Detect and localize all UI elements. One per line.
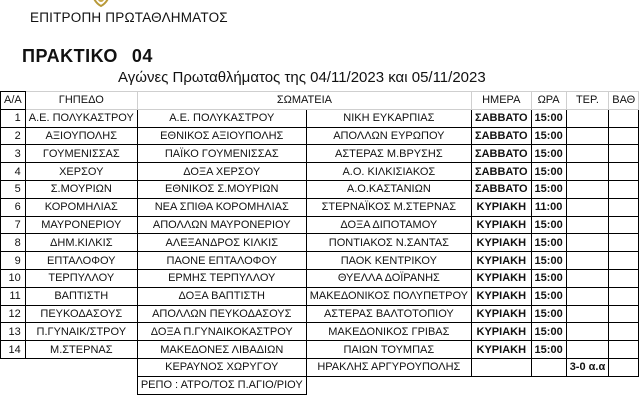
away-team-cell: ΔΟΞΑ ΔΙΠΟΤΑΜΟΥ [306,216,471,234]
stadium-cell: Μ.ΣΤΕΡΝΑΣ [25,341,137,359]
table-row [1,216,639,234]
col-day-header: ΗΜΕΡΑ [472,92,532,110]
row-number: 5 [1,180,26,198]
stadium-cell: ΤΕΡΠΥΛΛΟΥ [25,269,137,287]
vath-cell [609,341,639,359]
ter-cell [566,216,609,234]
time-cell: 15:00 [531,341,566,359]
empty-cell [531,376,566,394]
time-cell: 15:00 [531,234,566,252]
row-number: 4 [1,163,26,181]
time-cell: 15:00 [531,180,566,198]
day-cell: ΚΥΡΙΑΚΗ [472,269,532,287]
row-number: 8 [1,234,26,252]
ter-cell [566,323,609,341]
ter-cell [566,163,609,181]
table-row [1,198,639,216]
ter-cell [566,127,609,145]
away-team-cell: ΜΑΚΕΔΟΝΙΚΟΣ ΠΟΛΥΠΕΤΡΟΥ [306,287,471,305]
vath-cell [609,127,639,145]
empty-cell [25,358,137,376]
stadium-cell: Σ.ΜΟΥΡΙΩΝ [25,180,137,198]
row-number: 3 [1,145,26,163]
table-row [1,269,639,287]
vath-cell [609,287,639,305]
table-row [1,234,639,252]
stadium-cell: ΓΟΥΜΕΝΙΣΣΑΣ [25,145,137,163]
day-cell: ΣΑΒΒΑΤΟ [472,163,532,181]
col-time-header: ΩΡΑ [531,92,566,110]
time-cell: 15:00 [531,216,566,234]
empty-cell [609,358,639,376]
time-cell: 11:00 [531,198,566,216]
row-number: 10 [1,269,26,287]
away-team-cell: ΑΣΤΕΡΑΣ Μ.ΒΡΥΣΗΣ [306,145,471,163]
home-team-cell: ΝΕΑ ΣΠΙΘΑ ΚΟΡΟΜΗΛΙΑΣ [137,198,306,216]
ter-cell [566,198,609,216]
stadium-cell: ΔΗΜ.ΚΙΛΚΙΣ [25,234,137,252]
col-stadium-header: ΓΗΠΕΔΟ [25,92,137,110]
rest-row [1,376,639,394]
col-aa-header: Α/Α [1,92,26,110]
time-cell: 15:00 [531,287,566,305]
table-row [1,323,639,341]
emblem-icon [90,0,112,8]
row-number: 7 [1,216,26,234]
ter-cell [566,341,609,359]
stadium-cell: Α.Ε. ΠΟΛΥΚΑΣΤΡΟΥ [25,109,137,127]
day-cell: ΚΥΡΙΑΚΗ [472,216,532,234]
time-cell: 15:00 [531,109,566,127]
report-number: 04 [131,46,153,66]
time-cell: 15:00 [531,323,566,341]
row-number: 12 [1,305,26,323]
ter-cell [566,252,609,270]
ter-cell [566,234,609,252]
committee-title: ΕΠΙΤΡΟΠΗ ΠΡΩΤΑΘΛΗΜΑΤΟΣ [30,10,228,25]
vath-cell [609,216,639,234]
col-ter-header: ΤΕΡ. [566,92,609,110]
report-label: ΠΡΑΚΤΙΚΟ [22,46,118,66]
away-team-cell: ΑΣΤΕΡΑΣ ΒΑΛΤΟΤΟΠΙΟΥ [306,305,471,323]
home-team-cell: ΔΟΞΑ ΧΕΡΣΟΥ [137,163,306,181]
home-team-cell: ΔΟΞΑ Π.ΓΥΝΑΙΚΟΚΑΣΤΡΟΥ [137,323,306,341]
ter-cell [566,145,609,163]
day-cell: ΚΥΡΙΑΚΗ [472,305,532,323]
row-number: 9 [1,252,26,270]
report-heading [22,46,153,67]
vath-cell [609,269,639,287]
away-team-cell: ΠΑΙΩΝ ΤΟΥΜΠΑΣ [306,341,471,359]
col-vath-header: ΒΑΘ [609,92,639,110]
stadium-cell: ΠΕΥΚΟΔΑΣΟΥΣ [25,305,137,323]
vath-cell [609,109,639,127]
day-cell: ΚΥΡΙΑΚΗ [472,234,532,252]
empty-cell [531,358,566,376]
home-team-cell: ΔΟΞΑ ΒΑΠΤΙΣΤΗ [137,287,306,305]
fixtures-table [0,91,639,395]
extra-away-team-cell: ΗΡΑΚΛΗΣ ΑΡΓΥΡΟΥΠΟΛΗΣ [306,358,471,376]
ter-cell [566,287,609,305]
away-team-cell: ΘΥΕΛΛΑ ΔΟΪΡΑΝΗΣ [306,269,471,287]
extra-home-team-cell: ΚΕΡΑΥΝΟΣ ΧΩΡΥΓΟΥ [137,358,306,376]
empty-cell [1,358,26,376]
table-row [1,109,639,127]
table-row [1,287,639,305]
home-team-cell: ΑΠΟΛΛΩΝ ΜΑΥΡΟΝΕΡΙΟΥ [137,216,306,234]
row-number: 6 [1,198,26,216]
stadium-cell: ΕΠΤΑΛΟΦΟΥ [25,252,137,270]
ter-cell [566,180,609,198]
time-cell: 15:00 [531,145,566,163]
home-team-cell: ΑΠΟΛΛΩΝ ΠΕΥΚΟΔΑΣΟΥΣ [137,305,306,323]
ter-cell [566,269,609,287]
day-cell: ΚΥΡΙΑΚΗ [472,198,532,216]
time-cell: 15:00 [531,163,566,181]
vath-cell [609,323,639,341]
time-cell: 15:00 [531,252,566,270]
away-team-cell: ΠΑΟΚ ΚΕΝΤΡΙΚΟΥ [306,252,471,270]
away-team-cell: ΑΠΟΛΛΩΝ ΕΥΡΩΠΟΥ [306,127,471,145]
day-cell: ΣΑΒΒΑΤΟ [472,180,532,198]
table-row [1,252,639,270]
stadium-cell: ΒΑΠΤΙΣΤΗ [25,287,137,305]
away-team-cell: ΝΙΚΗ ΕΥΚΑΡΠΙΑΣ [306,109,471,127]
home-team-cell: ΑΛΕΞΑΝΔΡΟΣ ΚΙΛΚΙΣ [137,234,306,252]
stadium-cell: Π.ΓΥΝΑΙΚ/ΣΤΡΟΥ [25,323,137,341]
away-team-cell: ΜΑΚΕΔΟΝΙΚΟΣ ΓΡΙΒΑΣ [306,323,471,341]
stadium-cell: ΑΞΙΟΥΠΟΛΗΣ [25,127,137,145]
day-cell: ΚΥΡΙΑΚΗ [472,287,532,305]
row-number: 11 [1,287,26,305]
vath-cell [609,305,639,323]
home-team-cell: ΠΑΪΚΟ ΓΟΥΜΕΝΙΣΣΑΣ [137,145,306,163]
row-number: 14 [1,341,26,359]
home-team-cell: ΕΡΜΗΣ ΤΕΡΠΥΛΛΟΥ [137,269,306,287]
empty-cell [306,376,471,394]
stadium-cell: ΧΕΡΣΟΥ [25,163,137,181]
table-row [1,341,639,359]
table-row [1,305,639,323]
away-team-cell: Α.Ο. ΚΙΛΚΙΣΙΑΚΟΣ [306,163,471,181]
vath-cell [609,198,639,216]
games-title: Αγώνες Πρωταθλήματος της 04/11/2023 και 05/11/2023 [118,69,486,86]
table-row [1,180,639,198]
empty-cell [566,376,609,394]
ter-cell [566,109,609,127]
day-cell: ΣΑΒΒΑΤΟ [472,127,532,145]
table-row [1,163,639,181]
away-team-cell: ΠΟΝΤΙΑΚΟΣ Ν.ΣΑΝΤΑΣ [306,234,471,252]
header-row [1,92,639,110]
home-team-cell: ΕΘΝΙΚΟΣ ΑΞΙΟΥΠΟΛΗΣ [137,127,306,145]
vath-cell [609,234,639,252]
day-cell: ΚΥΡΙΑΚΗ [472,252,532,270]
home-team-cell: ΜΑΚΕΔΟΝΕΣ ΛΙΒΑΔΙΩΝ [137,341,306,359]
away-team-cell: ΣΤΕΡΝΑΪΚΟΣ Μ.ΣΤΕΡΝΑΣ [306,198,471,216]
home-team-cell: ΕΘΝΙΚΟΣ Σ.ΜΟΥΡΙΩΝ [137,180,306,198]
ter-cell [566,305,609,323]
vath-cell [609,180,639,198]
time-cell: 15:00 [531,127,566,145]
stadium-cell: ΜΑΥΡΟΝΕΡΙΟΥ [25,216,137,234]
home-team-cell: Α.Ε. ΠΟΛΥΚΑΣΤΡΟΥ [137,109,306,127]
empty-cell [472,376,532,394]
row-number: 13 [1,323,26,341]
empty-cell [472,358,532,376]
day-cell: ΚΥΡΙΑΚΗ [472,341,532,359]
table-row [1,145,639,163]
empty-cell [609,376,639,394]
home-team-cell: ΠΑΟΝΕ ΕΠΤΑΛΟΦΟΥ [137,252,306,270]
extra-match-row [1,358,639,376]
time-cell: 15:00 [531,305,566,323]
day-cell: ΣΑΒΒΑΤΟ [472,109,532,127]
vath-cell [609,163,639,181]
row-number: 2 [1,127,26,145]
row-number: 1 [1,109,26,127]
table-row [1,127,639,145]
empty-cell [1,376,26,394]
vath-cell [609,145,639,163]
day-cell: ΚΥΡΙΑΚΗ [472,323,532,341]
empty-cell [25,376,137,394]
extra-result-cell: 3-0 α.α [566,358,609,376]
day-cell: ΣΑΒΒΑΤΟ [472,145,532,163]
rest-cell: ΡΕΠΟ : ΑΤΡΟ/ΤΟΣ Π.ΑΓΙΟ/ΡΙΟΥ [137,376,306,394]
time-cell: 15:00 [531,269,566,287]
away-team-cell: Α.Ο.ΚΑΣΤΑΝΙΩΝ [306,180,471,198]
stadium-cell: ΚΟΡΟΜΗΛΙΑΣ [25,198,137,216]
vath-cell [609,252,639,270]
col-teams-header: ΣΩΜΑΤΕΙΑ [137,92,471,110]
